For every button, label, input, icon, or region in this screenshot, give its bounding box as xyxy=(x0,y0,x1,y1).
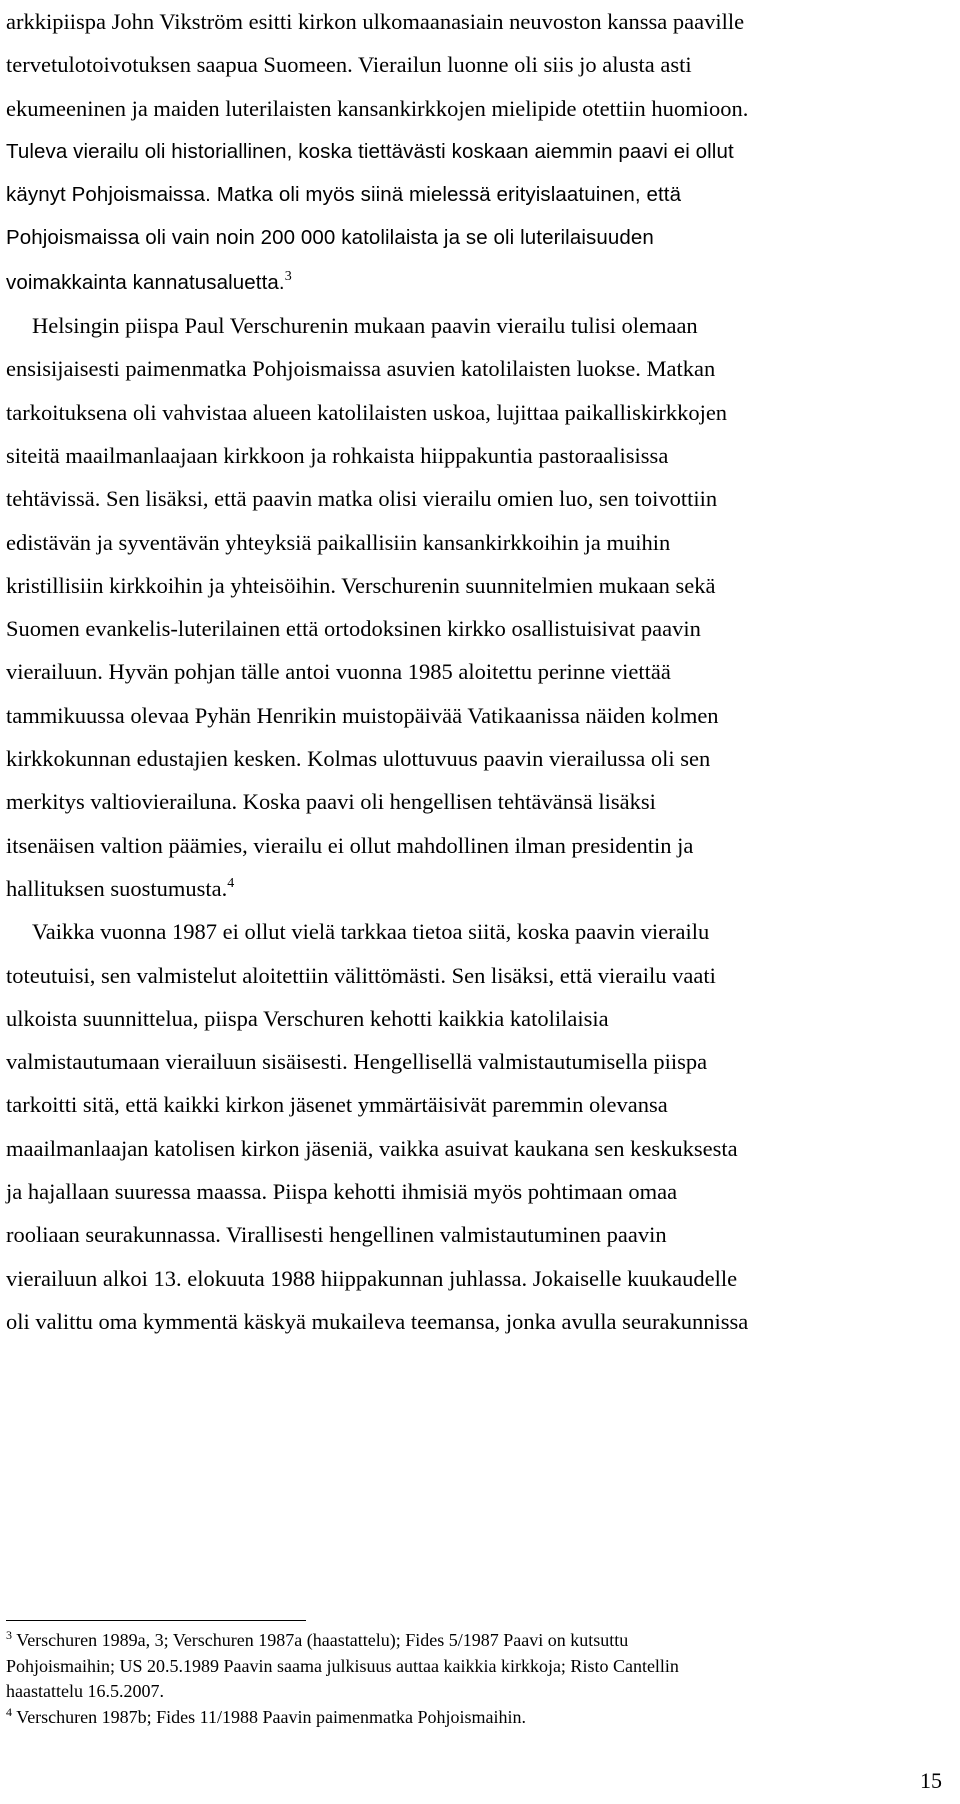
text-line: itsenäisen valtion päämies, vierailu ei ollut mahdollinen ilman presidentin ja xyxy=(6,832,694,858)
text-line: Vaikka vuonna 1987 ei ollut vielä tarkkaa tietoa siitä, koska paavin vierailu xyxy=(32,919,710,945)
text-line: ulkoista suunnittelua, piispa Verschuren kehotti kaikkia katolilaisia xyxy=(6,1005,609,1031)
text-line: vierailuun. Hyvän pohjan tälle antoi vuonna 1985 aloitettu perinne viettää xyxy=(6,659,671,685)
text-line: toteutuisi, sen valmistelut aloitettiin välittömästi. Sen lisäksi, että vierailu vaati xyxy=(6,962,716,988)
footnote-ref-4[interactable]: 4 xyxy=(227,875,235,891)
paragraph-2 xyxy=(6,304,942,910)
text-line: edistävän ja syventävän yhteyksiä paikallisiin kansankirkkoihin ja muihin xyxy=(6,529,671,555)
paragraph-1 xyxy=(6,0,942,304)
text-line: kristillisiin kirkkoihin ja yhteisöihin. Verschurenin suunnitelmien mukaan sekä xyxy=(6,572,716,598)
text-line: käynyt Pohjoismaissa. Matka oli myös siinä mielessä erityislaatuinen, että xyxy=(6,183,682,207)
footnote-3 xyxy=(6,1628,942,1705)
text-line: ensisijaisesti paimenmatka Pohjoismaissa asuvien katolilaisten luokse. Matkan xyxy=(6,356,716,382)
text-line: tarkoituksena oli vahvistaa alueen katolilaisten uskoa, lujittaa paikalliskirkkojen xyxy=(6,399,728,425)
footnote-number: 4 xyxy=(6,1704,12,1719)
text-line: kirkkokunnan edustajien kesken. Kolmas ulottuvuus paavin vierailussa oli sen xyxy=(6,746,711,772)
paragraph-3 xyxy=(6,910,942,1343)
footnote-line xyxy=(6,1705,942,1731)
body-text xyxy=(6,0,942,1343)
footnote-line: Pohjoismaihin; US 20.5.1989 Paavin saama julkisuus auttaa kaikkia kirkkoja; Risto Cantellin xyxy=(6,1655,679,1676)
text-line: tervetulotoivotuksen saapua Suomeen. Vierailun luonne oli siis jo alusta asti xyxy=(6,52,692,78)
footnote-divider xyxy=(6,1620,306,1621)
text-line: merkitys valtiovierailuna. Koska paavi oli hengellisen tehtävänsä lisäksi xyxy=(6,789,656,815)
text-line: Helsingin piispa Paul Verschurenin mukaan paavin vierailu tulisi olemaan xyxy=(32,313,698,339)
page-number: 15 xyxy=(920,1768,942,1793)
text-segment: Verschuren 1987b; Fides 11/1988 Paavin paimenmatka Pohjoismaihin. xyxy=(16,1706,526,1727)
text-line: Tuleva vierailu oli historiallinen, koska tiettävästi koskaan aiemmin paavi ei ollut xyxy=(6,139,734,163)
text-line: Pohjoismaissa oli vain noin 200 000 katolilaista ja se oli luterilaisuuden xyxy=(6,226,654,250)
text-line: valmistautumaan vierailuun sisäisesti. Hengellisellä valmistautumisella piispa xyxy=(6,1049,708,1075)
text-line xyxy=(6,867,942,910)
text-segment: hallituksen suostumusta. xyxy=(6,875,228,901)
document-page xyxy=(6,0,942,1804)
text-line: Suomen evankelis-luterilainen että ortodoksinen kirkko osallistuisivat paavin xyxy=(6,616,701,642)
text-line: tarkoitti sitä, että kaikki kirkon jäsenet ymmärtäisivät paremmin olevansa xyxy=(6,1092,668,1118)
text-line: ekumeeninen ja maiden luterilaisten kansankirkkojen mielipide otettiin huomioon. xyxy=(6,95,749,121)
footnote-4 xyxy=(6,1705,942,1731)
text-line: arkkipiispa John Vikström esitti kirkon ulkomaanasiain neuvoston kanssa paaville xyxy=(6,9,745,34)
text-line: oli valittu oma kymmentä käskyä mukaileva teemansa, jonka avulla seurakunnissa xyxy=(6,1308,749,1334)
text-line: vierailuun alkoi 13. elokuuta 1988 hiippakunnan juhlassa. Jokaiselle kuukaudelle xyxy=(6,1265,738,1291)
text-segment: voimakkainta kannatusaluetta. xyxy=(6,270,285,294)
text-line: rooliaan seurakunnassa. Virallisesti hengellinen valmistautuminen paavin xyxy=(6,1222,667,1248)
text-line: tammikuussa olevaa Pyhän Henrikin muistopäivää Vatikaanissa näiden kolmen xyxy=(6,702,719,728)
text-segment: Verschuren 1989a, 3; Verschuren 1987a (haastattelu); Fides 5/1987 Paavi on kutsuttu xyxy=(16,1630,629,1650)
footnote-line xyxy=(6,1628,942,1654)
text-line xyxy=(6,260,942,304)
footnote-line: haastattelu 16.5.2007. xyxy=(6,1681,164,1701)
text-line: siteitä maailmanlaajaan kirkkoon ja rohkaista hiippakuntia pastoraalisissa xyxy=(6,442,669,468)
footnote-number: 3 xyxy=(6,1628,12,1642)
text-line: ja hajallaan suuressa maassa. Piispa kehotti ihmisiä myös pohtimaan omaa xyxy=(6,1179,678,1205)
text-line: maailmanlaajan katolisen kirkon jäseniä, vaikka asuivat kaukana sen keskuksesta xyxy=(6,1135,738,1161)
footnotes xyxy=(6,1628,942,1730)
text-line: tehtävissä. Sen lisäksi, että paavin matka olisi vierailu omien luo, sen toivottiin xyxy=(6,486,718,512)
footnote-ref-3[interactable]: 3 xyxy=(284,268,292,284)
